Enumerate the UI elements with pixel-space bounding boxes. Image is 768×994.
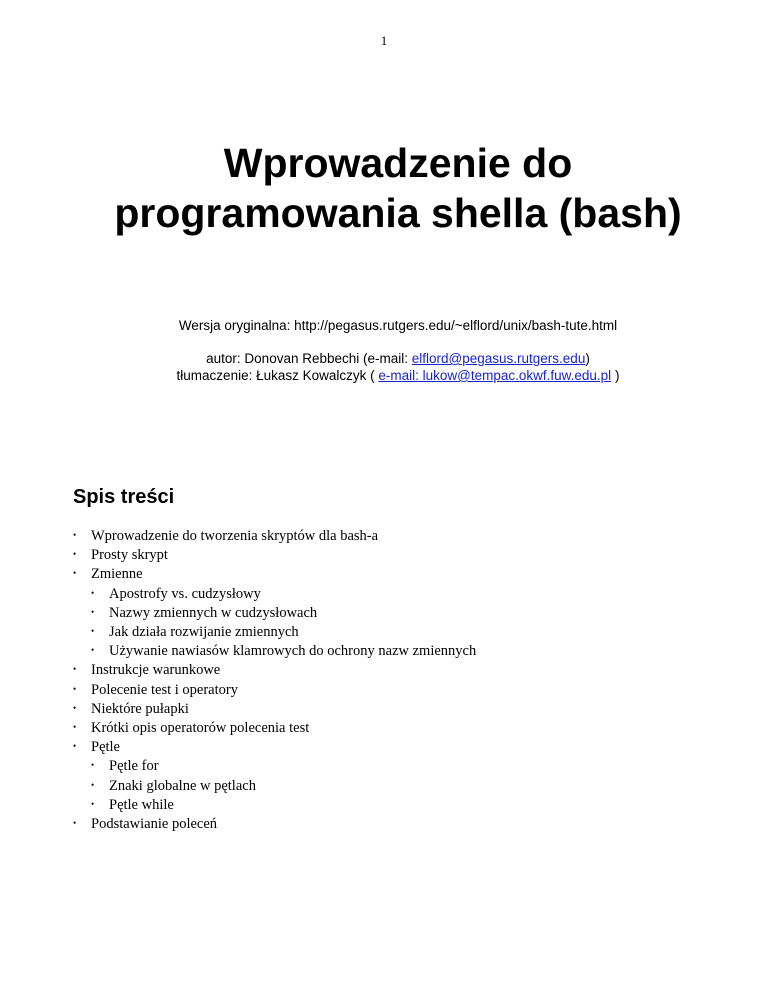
bullet-icon: •: [91, 606, 95, 617]
toc-item[interactable]: [73, 795, 476, 814]
bullet-icon: •: [73, 741, 77, 752]
toc-item-label: Używanie nawiasów klamrowych do ochrony nazw zmiennych: [109, 643, 477, 660]
bullet-icon: •: [73, 702, 77, 713]
toc-item-label: Krótki opis operatorów polecenia test: [91, 720, 310, 737]
toc-item-label: Znaki globalne w pętlach: [109, 777, 256, 794]
toc-item-label: Pętle while: [109, 796, 174, 813]
translator-email-link[interactable]: e-mail: lukow@tempac.okwf.fuw.edu.pl: [378, 368, 612, 383]
author-text: autor: Donovan Rebbechi (e-mail:: [206, 351, 412, 366]
toc-item-label: Podstawianie poleceń: [91, 816, 218, 833]
toc-item-label: Apostrofy vs. cudzysłowy: [109, 585, 261, 602]
bullet-icon: •: [91, 760, 95, 771]
bullet-icon: •: [91, 587, 95, 598]
table-of-contents: [73, 526, 476, 833]
toc-item-label: Polecenie test i operatory: [91, 681, 238, 698]
toc-item-label: Jak działa rozwijanie zmiennych: [109, 624, 299, 641]
toc-item[interactable]: [73, 699, 476, 718]
toc-item-label: Wprowadzenie do tworzenia skryptów dla bash-a: [91, 528, 379, 544]
toc-item[interactable]: [73, 564, 476, 583]
toc-item[interactable]: [73, 718, 476, 737]
toc-item-label: Instrukcje warunkowe: [91, 662, 221, 679]
bullet-icon: •: [73, 664, 77, 675]
bullet-icon: •: [73, 549, 77, 560]
toc-item[interactable]: [73, 814, 476, 833]
toc-item[interactable]: [73, 545, 476, 564]
bullet-icon: •: [73, 530, 77, 540]
toc-item[interactable]: [73, 660, 476, 679]
title-line-2: programowania shella (bash): [114, 190, 682, 236]
toc-item[interactable]: [73, 526, 476, 545]
bullet-icon: •: [91, 645, 95, 656]
toc-item[interactable]: [73, 603, 476, 622]
toc-item[interactable]: [73, 680, 476, 699]
bullet-icon: •: [73, 683, 77, 694]
bullet-icon: •: [73, 568, 77, 579]
bullet-icon: •: [73, 818, 77, 829]
toc-item-label: Pętle for: [109, 758, 159, 775]
toc-heading: Spis treści: [73, 486, 175, 508]
bullet-icon: •: [91, 798, 95, 809]
page-number: 1: [380, 33, 388, 48]
toc-item-label: Niektóre pułapki: [91, 700, 189, 717]
toc-item-label: Pętle: [91, 739, 120, 756]
bullet-icon: •: [73, 722, 77, 733]
original-version-line: Wersja oryginalna: http://pegasus.rutgers.edu/~elflord/unix/bash-tute.html: [178, 318, 618, 333]
toc-item-label: Zmienne: [91, 566, 143, 583]
toc-item[interactable]: [73, 776, 476, 795]
toc-item[interactable]: [73, 641, 476, 660]
document-title: [0, 138, 768, 238]
author-line: [0, 350, 768, 368]
translator-text: tłumaczenie: Łukasz Kowalczyk (: [176, 368, 379, 383]
toc-item[interactable]: [73, 622, 476, 641]
toc-item-label: Nazwy zmiennych w cudzysłowach: [109, 604, 318, 621]
translator-suffix: ): [611, 368, 620, 383]
toc-item[interactable]: [73, 584, 476, 603]
toc-item[interactable]: [73, 737, 476, 756]
bullet-icon: •: [91, 779, 95, 790]
translator-line: [0, 367, 768, 385]
author-email-link[interactable]: elflord@pegasus.rutgers.edu: [411, 351, 586, 366]
author-suffix: ): [585, 351, 590, 366]
bullet-icon: •: [91, 626, 95, 637]
title-line-1: Wprowadzenie do: [223, 140, 573, 186]
toc-item[interactable]: [73, 756, 476, 775]
toc-item-label: Prosty skrypt: [91, 547, 168, 564]
